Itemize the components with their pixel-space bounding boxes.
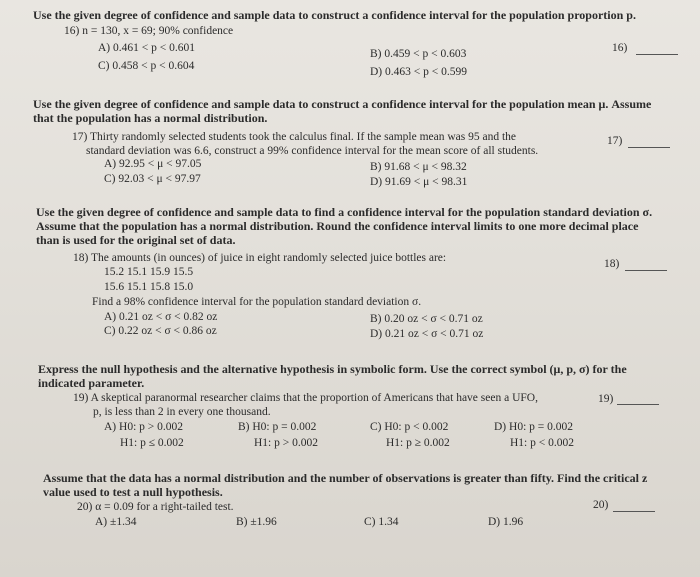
section-2-instruction-line-2: that the population has a normal distribution. <box>33 111 268 125</box>
q17-choice-d[interactable]: D) 91.69 < μ < 98.31 <box>370 176 468 188</box>
question-16-answer-line[interactable] <box>636 54 678 55</box>
q19-choice-c-h0[interactable]: C) H0: p < 0.002 <box>370 421 449 433</box>
q17-choice-c[interactable]: C) 92.03 < μ < 97.97 <box>104 173 201 185</box>
question-20-label: 20) <box>593 499 609 511</box>
question-17-answer-line[interactable] <box>628 147 670 148</box>
q18-data-row-2: 15.6 15.1 15.8 15.0 <box>104 281 194 293</box>
q19-choice-a-h1: H1: p ≤ 0.002 <box>120 437 184 449</box>
question-19-stem-line-1: 19) A skeptical paranormal researcher claims that the proportion of Americans that have seen a UFO, <box>73 392 538 404</box>
q16-choice-d[interactable]: D) 0.463 < p < 0.599 <box>370 66 467 78</box>
q17-choice-a[interactable]: A) 92.95 < μ < 97.05 <box>104 158 202 170</box>
q17-choice-b[interactable]: B) 91.68 < μ < 98.32 <box>370 161 467 173</box>
q16-choice-a[interactable]: A) 0.461 < p < 0.601 <box>98 42 195 54</box>
section-4-instruction-line-1: Express the null hypothesis and the alternative hypothesis in symbolic form. Use the correct symbol (μ, p, σ) for the <box>38 362 627 376</box>
section-5-instruction-line-1: Assume that the data has a normal distribution and the number of observations is greater than fifty. Find the critical z <box>43 471 648 485</box>
question-17-label: 17) <box>607 135 623 147</box>
q18-choice-d[interactable]: D) 0.21 oz < σ < 0.71 oz <box>370 328 484 340</box>
section-5-instruction-line-2: value used to test a null hypothesis. <box>43 485 223 499</box>
question-20-answer-line[interactable] <box>613 511 655 512</box>
question-19-label: 19) <box>598 393 614 405</box>
q18-choice-b[interactable]: B) 0.20 oz < σ < 0.71 oz <box>370 313 483 325</box>
q18-data-row-1: 15.2 15.1 15.9 15.5 <box>104 266 194 278</box>
q20-choice-d[interactable]: D) 1.96 <box>488 516 524 528</box>
section-1-instruction: Use the given degree of confidence and sample data to construct a confidence interval for the population proportion p. <box>33 8 636 22</box>
question-19-stem-line-2: p, is less than 2 in every one thousand. <box>93 406 271 418</box>
question-18-answer-line[interactable] <box>625 270 667 271</box>
question-16-label: 16) <box>612 42 628 54</box>
q19-choice-b-h1: H1: p > 0.002 <box>254 437 318 449</box>
q19-choice-a-h0[interactable]: A) H0: p > 0.002 <box>104 421 183 433</box>
question-17-stem-line-2: standard deviation was 6.6, construct a 99% confidence interval for the mean score of all students. <box>86 145 539 157</box>
question-19-answer-line[interactable] <box>617 404 659 405</box>
question-16-stem: 16) n = 130, x = 69; 90% confidence <box>64 25 234 37</box>
q19-choice-b-h0[interactable]: B) H0: p = 0.002 <box>238 421 317 433</box>
section-4-instruction-line-2: indicated parameter. <box>38 376 145 390</box>
q20-choice-c[interactable]: C) 1.34 <box>364 516 399 528</box>
section-3-instruction-line-3: than is used for the original set of data. <box>36 233 236 247</box>
section-3-instruction-line-1: Use the given degree of confidence and sample data to find a confidence interval for the population standard deviation σ. <box>36 205 653 219</box>
q18-choice-c[interactable]: C) 0.22 oz < σ < 0.86 oz <box>104 325 217 337</box>
section-2-instruction-line-1: Use the given degree of confidence and sample data to construct a confidence interval for the population mean μ. Assume <box>33 97 652 111</box>
question-20-stem: 20) α = 0.09 for a right-tailed test. <box>77 501 234 513</box>
q20-choice-b[interactable]: B) ±1.96 <box>236 516 277 528</box>
question-18-label: 18) <box>604 258 620 270</box>
q18-prompt: Find a 98% confidence interval for the population standard deviation σ. <box>92 296 422 308</box>
q19-choice-d-h0[interactable]: D) H0: p = 0.002 <box>494 421 573 433</box>
question-18-stem: 18) The amounts (in ounces) of juice in eight randomly selected juice bottles are: <box>73 252 447 264</box>
q19-choice-c-h1: H1: p ≥ 0.002 <box>386 437 450 449</box>
section-3-instruction-line-2: Assume that the population has a normal distribution. Round the confidence interval limits to one more decimal place <box>36 219 639 233</box>
question-17-stem-line-1: 17) Thirty randomly selected students took the calculus final. If the sample mean was 95 and the <box>72 131 517 143</box>
q18-choice-a[interactable]: A) 0.21 oz < σ < 0.82 oz <box>104 311 218 323</box>
q20-choice-a[interactable]: A) ±1.34 <box>95 516 137 528</box>
q19-choice-d-h1: H1: p < 0.002 <box>510 437 574 449</box>
q16-choice-c[interactable]: C) 0.458 < p < 0.604 <box>98 60 195 72</box>
q16-choice-b[interactable]: B) 0.459 < p < 0.603 <box>370 48 467 60</box>
